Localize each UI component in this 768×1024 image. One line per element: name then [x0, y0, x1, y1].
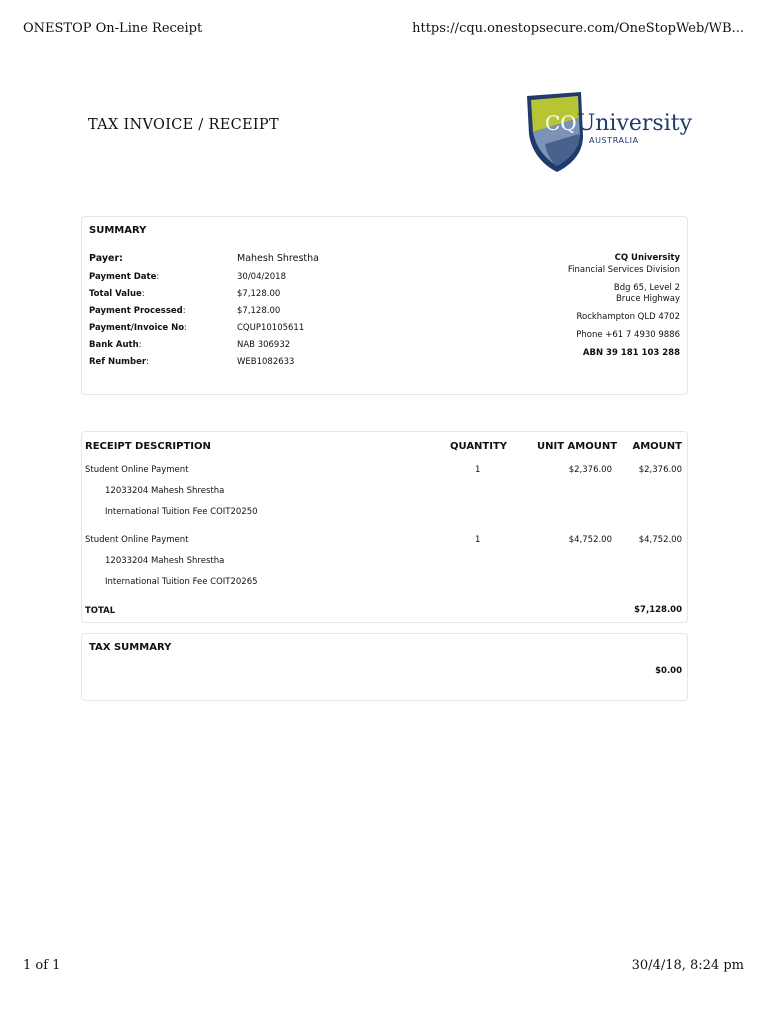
address-line1: Bdg 65, Level 2	[613, 283, 680, 293]
summary-label: Payer:	[89, 253, 123, 264]
summary-value: NAB 306932	[237, 340, 291, 350]
tax-summary-heading: TAX SUMMARY	[89, 642, 172, 653]
line-item-detail: 12033204 Mahesh Shrestha	[105, 486, 225, 496]
summary-row-invoice-no	[89, 323, 389, 337]
summary-value: $7,128.00	[237, 289, 281, 299]
summary-label: Payment Processed:	[89, 306, 186, 316]
cq-university-logo	[523, 88, 691, 176]
column-header-quantity: QUANTITY	[450, 441, 508, 452]
summary-value: 30/04/2018	[237, 272, 286, 282]
line-item-detail: 12033204 Mahesh Shrestha	[105, 556, 225, 566]
address-abn: ABN 39 181 103 288	[582, 348, 680, 358]
line-item-quantity: 1	[475, 535, 481, 545]
tax-summary-panel	[81, 633, 688, 701]
column-header-amount: AMOUNT	[632, 441, 682, 452]
summary-row-payer	[89, 253, 389, 267]
column-header-unit-amount: UNIT AMOUNT	[537, 441, 618, 452]
summary-label: Payment Date:	[89, 272, 160, 282]
logo-subtitle: AUSTRALIA	[589, 136, 639, 145]
tax-summary-value: $0.00	[655, 666, 682, 676]
document-title: TAX INVOICE / RECEIPT	[88, 117, 279, 133]
address-phone: Phone +61 7 4930 9886	[576, 330, 680, 340]
summary-row-total-value	[89, 289, 389, 303]
summary-label: Ref Number:	[89, 357, 149, 367]
print-header-title: ONESTOP On-Line Receipt	[23, 21, 203, 36]
line-item-description: Student Online Payment	[85, 535, 189, 545]
summary-row-payment-processed	[89, 306, 389, 320]
address-division: Financial Services Division	[567, 265, 680, 275]
address-org: CQ University	[614, 253, 680, 263]
summary-row-bank-auth	[89, 340, 389, 354]
logo-wordmark: CQUniversity	[545, 111, 693, 136]
summary-value: Mahesh Shrestha	[237, 253, 319, 264]
summary-panel	[81, 216, 688, 395]
line-item-description: Student Online Payment	[85, 465, 189, 475]
address-line2: Bruce Highway	[615, 294, 680, 304]
line-item-unit-amount: $2,376.00	[568, 465, 612, 475]
line-item-detail: International Tuition Fee COIT20250	[105, 507, 258, 517]
summary-label: Payment/Invoice No:	[89, 323, 187, 333]
total-value: $7,128.00	[634, 605, 682, 615]
column-header-description: RECEIPT DESCRIPTION	[85, 441, 211, 452]
summary-label: Total Value:	[89, 289, 145, 299]
total-label: TOTAL	[85, 606, 116, 616]
line-item-amount: $4,752.00	[638, 535, 682, 545]
summary-value: CQUP10105611	[237, 323, 305, 333]
summary-row-payment-date	[89, 272, 389, 286]
summary-row-ref-number	[89, 357, 389, 371]
summary-heading: SUMMARY	[89, 225, 147, 236]
print-footer-datetime: 30/4/18, 8:24 pm	[631, 958, 744, 973]
line-item-unit-amount: $4,752.00	[568, 535, 612, 545]
receipt-panel	[81, 431, 688, 623]
summary-value: WEB1082633	[237, 357, 295, 367]
print-header-url[interactable]: https://cqu.onestopsecure.com/OneStopWeb/WB...	[412, 21, 744, 36]
summary-value: $7,128.00	[237, 306, 281, 316]
line-item-detail: International Tuition Fee COIT20265	[105, 577, 258, 587]
address-city: Rockhampton QLD 4702	[576, 312, 680, 322]
line-item-quantity: 1	[475, 465, 481, 475]
line-item-amount: $2,376.00	[638, 465, 682, 475]
summary-label: Bank Auth:	[89, 340, 142, 350]
print-footer-page: 1 of 1	[23, 958, 61, 973]
